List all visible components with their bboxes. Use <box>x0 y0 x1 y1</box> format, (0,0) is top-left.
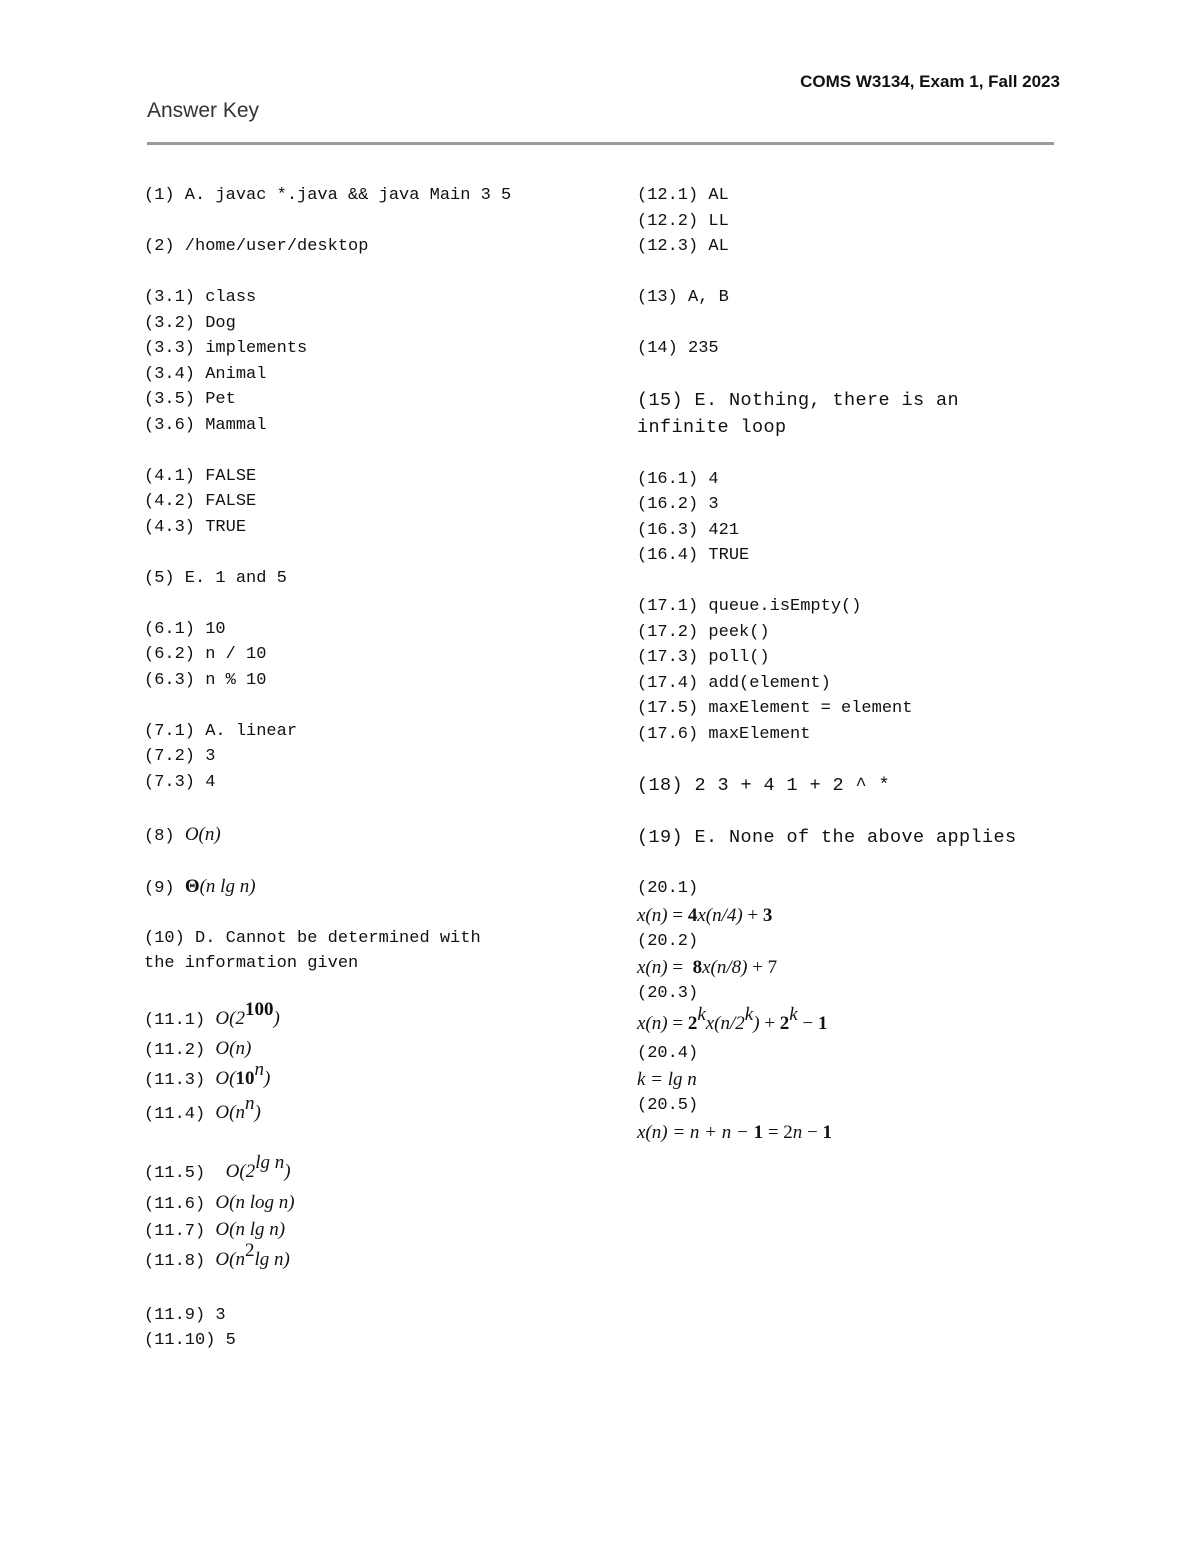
answer-11-8-base: O(n <box>215 1249 245 1270</box>
eq-20-5-lhs: x(n) = n + n − <box>637 1121 754 1143</box>
eq-20-1-plus: + <box>742 904 763 926</box>
eq-20-5-minus: − <box>802 1121 823 1143</box>
eq-20-3-close: ) <box>753 1012 760 1034</box>
answer-17-6: (17.6) maxElement <box>637 724 811 744</box>
answer-20-3-label: (20.3) <box>637 984 699 1003</box>
answer-18: (18) 2 3 + 4 1 + 2 ^ * <box>637 774 891 796</box>
answer-10-line2: the information given <box>144 954 359 973</box>
answer-16-2: (16.2) 3 <box>637 495 719 514</box>
answer-11-3-label: (11.3) <box>144 1070 216 1090</box>
right-answer-column <box>637 183 1077 1146</box>
answer-9 <box>144 873 584 900</box>
answer-11-1-label: (11.1) <box>144 1011 216 1030</box>
answer-11-7-label: (11.7) <box>144 1222 216 1241</box>
eq-20-2-plus: + 7 <box>747 957 778 978</box>
answer-11-1-end: ) <box>273 1008 280 1029</box>
answer-11-2 <box>144 1036 584 1062</box>
eq-20-2-eq: = <box>667 957 693 978</box>
answer-11-4-exp: n <box>244 1092 255 1114</box>
answer-11-1-exp: 100 <box>244 999 274 1021</box>
answer-11-6-math: O(n log n) <box>215 1192 295 1213</box>
answer-15-line1: (15) E. Nothing, there is an <box>637 390 960 411</box>
eq-20-3-c2: 2 <box>779 1012 790 1034</box>
answer-11-3-ten: 10 <box>235 1067 255 1089</box>
answer-4-2: (4.2) FALSE <box>144 492 257 511</box>
eq-20-5-one2: 1 <box>822 1121 832 1143</box>
answer-11-2-label: (11.2) <box>144 1041 216 1060</box>
eq-20-3-one: 1 <box>817 1012 828 1034</box>
eq-20-2-c1: 8 <box>692 957 703 978</box>
left-answer-column <box>144 183 584 1354</box>
answer-8-math: O(n) <box>184 823 221 845</box>
answer-12-3: (12.3) AL <box>637 237 729 256</box>
answer-3-5: (3.5) Pet <box>144 390 236 409</box>
course-header: COMS W3134, Exam 1, Fall 2023 <box>800 72 1060 91</box>
answer-3-1: (3.1) class <box>144 288 257 307</box>
answer-7-1: (7.1) A. linear <box>144 721 298 741</box>
eq-20-1-c2: 3 <box>762 904 773 926</box>
answer-6-3: (6.3) n % 10 <box>144 670 267 690</box>
answer-12-1: (12.1) AL <box>637 186 729 205</box>
answer-11-5-end: ) <box>284 1161 291 1182</box>
answer-3-6: (3.6) Mammal <box>144 415 267 435</box>
answer-9-label: (9) <box>144 879 185 898</box>
eq-20-1-lhs: x(n) <box>637 904 668 926</box>
answer-20-1-label: (20.1) <box>637 879 699 898</box>
answer-11-6-label: (11.6) <box>144 1195 216 1214</box>
answer-3-4: (3.4) Animal <box>144 364 267 384</box>
answer-20-1-math <box>637 902 1077 929</box>
answer-11-3-exp: n <box>254 1058 264 1080</box>
answer-17-2: (17.2) peek() <box>637 622 770 642</box>
answer-11-4 <box>144 1092 584 1130</box>
eq-20-3-k2: k <box>744 1003 754 1025</box>
answer-20-4-math <box>637 1066 1077 1093</box>
answer-11-3-end: ) <box>263 1067 271 1089</box>
answer-16-4: (16.4) TRUE <box>637 546 750 565</box>
answer-11-3 <box>144 1058 584 1096</box>
answer-7-3: (7.3) 4 <box>144 772 216 792</box>
eq-20-4: k = lg n <box>637 1069 697 1090</box>
eq-20-3-k3: k <box>789 1003 798 1025</box>
answer-11-1-base: O(2 <box>215 1008 245 1029</box>
eq-20-2-lhs: x(n) <box>637 957 668 978</box>
answer-11-5-exp: lg n <box>255 1152 285 1174</box>
answer-9-math: (n lg n) <box>199 876 256 897</box>
eq-20-1-eq: = <box>667 904 688 926</box>
answer-11-10: (11.10) 5 <box>144 1331 236 1350</box>
answer-10-line1: (10) D. Cannot be determined with <box>144 928 481 948</box>
answer-20-2-math <box>637 954 1077 981</box>
answer-6-1: (6.1) 10 <box>144 619 226 639</box>
eq-20-1-mid: x(n/4) <box>697 904 743 926</box>
answer-16-3: (16.3) 421 <box>637 520 740 540</box>
answer-15-line2: infinite loop <box>637 417 787 438</box>
answer-5: (5) E. 1 and 5 <box>144 568 287 588</box>
answer-13: (13) A, B <box>637 288 729 307</box>
answer-16-1: (16.1) 4 <box>637 469 719 489</box>
eq-20-5-eq: = 2 <box>763 1121 793 1143</box>
eq-20-3-k1: k <box>697 1003 706 1025</box>
answer-14: (14) 235 <box>637 339 719 358</box>
eq-20-1-c1: 4 <box>687 904 698 926</box>
answer-9-theta: Θ <box>184 876 200 897</box>
eq-20-3-lhs: x(n) <box>637 1012 668 1034</box>
eq-20-2-mid: x(n/8) <box>702 957 748 978</box>
answer-11-8-exp: 2 <box>244 1240 255 1262</box>
answer-11-7 <box>144 1216 584 1243</box>
eq-20-5-n: n <box>792 1121 803 1143</box>
eq-20-3-minus: − <box>797 1012 818 1034</box>
answer-17-5: (17.5) maxElement = element <box>637 699 913 718</box>
answer-11-4-end: ) <box>254 1101 261 1123</box>
answer-20-5-math <box>637 1119 1077 1146</box>
answer-11-8-label: (11.8) <box>144 1252 216 1271</box>
answer-11-4-base: O(n <box>215 1101 245 1123</box>
answer-11-5-base: O(2 <box>225 1161 256 1182</box>
answer-11-8-end: lg n) <box>254 1249 290 1270</box>
answer-7-2: (7.2) 3 <box>144 747 216 766</box>
answer-20-2-label: (20.2) <box>637 931 699 951</box>
eq-20-3-mid: x(n/2 <box>705 1012 745 1034</box>
answer-20-3-math <box>637 1003 1077 1041</box>
answer-12-2: (12.2) LL <box>637 211 729 231</box>
answer-17-4: (17.4) add(element) <box>637 673 831 693</box>
answer-11-2-math: O(n) <box>215 1038 252 1059</box>
eq-20-3-plus: + <box>759 1012 780 1034</box>
answer-3-2: (3.2) Dog <box>144 313 236 333</box>
answer-8-label: (8) <box>144 826 185 846</box>
answer-11-6 <box>144 1189 584 1216</box>
answer-2: (2) /home/user/desktop <box>144 237 369 256</box>
answer-11-1 <box>144 999 584 1036</box>
answer-11-5 <box>144 1152 584 1189</box>
page-title: Answer Key <box>147 99 260 122</box>
header-divider <box>147 142 1054 145</box>
answer-20-4-label: (20.4) <box>637 1043 699 1063</box>
answer-11-8 <box>144 1240 584 1277</box>
answer-11-3-base: O( <box>215 1067 236 1089</box>
answer-20-5-label: (20.5) <box>637 1096 699 1115</box>
answer-11-7-math: O(n lg n) <box>215 1219 286 1240</box>
answer-17-1: (17.1) queue.isEmpty() <box>637 597 862 616</box>
answer-4-1: (4.1) FALSE <box>144 466 257 486</box>
answer-11-5-label: (11.5) <box>144 1164 226 1183</box>
eq-20-5-one: 1 <box>753 1121 764 1143</box>
answer-11-9: (11.9) 3 <box>144 1305 226 1325</box>
answer-1: (1) A. javac *.java && java Main 3 5 <box>144 186 512 205</box>
eq-20-3-c1: 2 <box>687 1012 698 1034</box>
answer-17-3: (17.3) poll() <box>637 648 770 667</box>
eq-20-3-eq: = <box>667 1012 688 1034</box>
answer-8 <box>144 821 584 848</box>
answer-11-4-label: (11.4) <box>144 1104 216 1124</box>
answer-4-3: (4.3) TRUE <box>144 517 247 537</box>
answer-3-3: (3.3) implements <box>144 339 308 358</box>
answer-6-2: (6.2) n / 10 <box>144 645 267 664</box>
answer-19: (19) E. None of the above applies <box>637 826 1017 848</box>
